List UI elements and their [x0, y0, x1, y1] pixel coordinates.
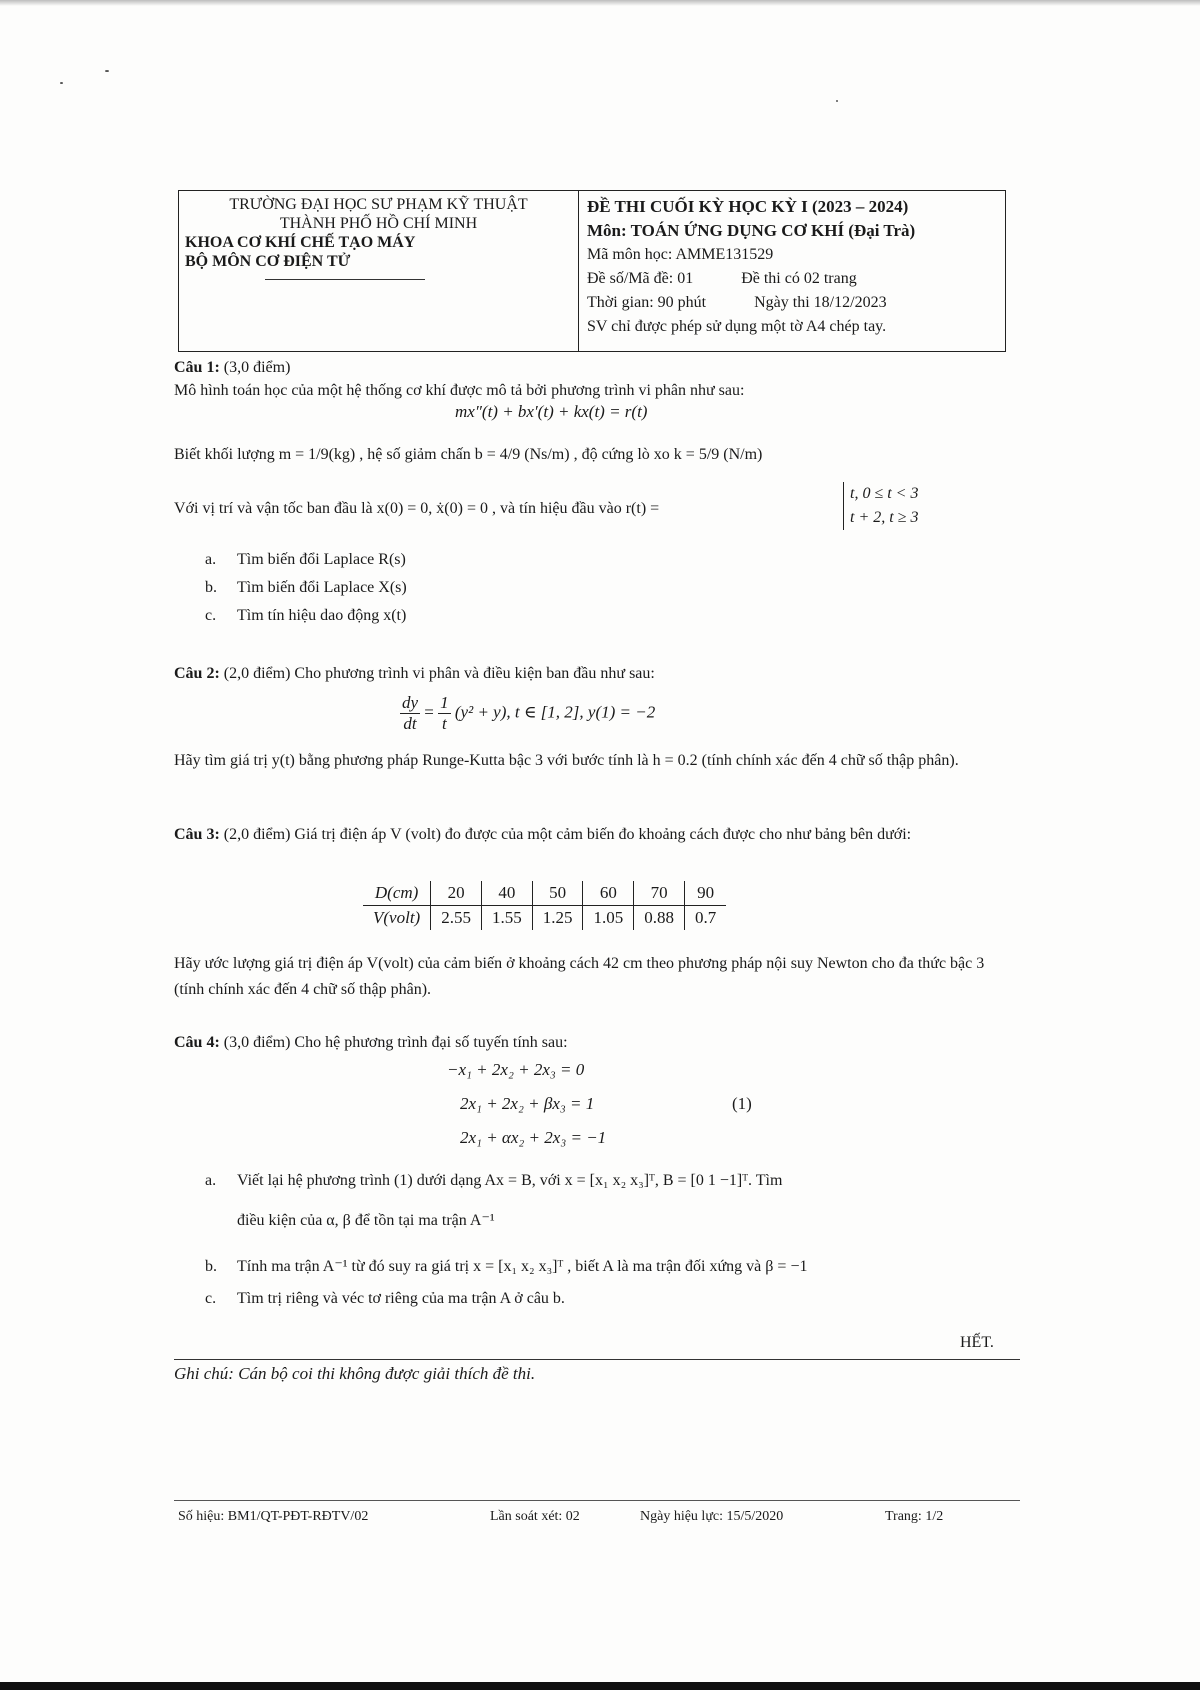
piece-case-1: t, 0 ≤ t < 3	[850, 485, 919, 502]
q2-label: Câu 2:	[174, 665, 220, 682]
frac-denominator: dt	[403, 714, 417, 733]
derivative-fraction	[400, 693, 420, 734]
exam-info-block	[579, 191, 1005, 351]
revision: Lần soát xét: 02	[490, 1509, 580, 1524]
q4-equation-2: 2x₁ + 2x₂ + βx₃ = 1	[460, 1094, 595, 1113]
q4-equation-1: −x₁ + 2x₂ + 2x₃ = 0	[447, 1060, 585, 1079]
exam-title: ĐỀ THI CUỐI KỲ HỌC KỲ I (2023 – 2024)	[587, 197, 909, 216]
q4-heading	[174, 1030, 1014, 1056]
table-cell: 1.55	[481, 906, 532, 931]
institution-block	[179, 191, 579, 351]
table-cell: 60	[583, 881, 634, 906]
q4-equation-3: 2x₁ + αx₂ + 2x₃ = −1	[460, 1128, 607, 1147]
scan-speck	[60, 82, 63, 84]
q4-item-b	[205, 1256, 807, 1276]
table-cell: 20	[431, 881, 482, 906]
q1-equation: mx″(t) + bx′(t) + kx(t) = r(t)	[455, 402, 648, 421]
table-cell: V(volt)	[363, 906, 431, 931]
q1-item-b	[205, 579, 407, 597]
table-row	[363, 881, 726, 906]
scan-speck	[105, 70, 109, 72]
exam-code: Đề số/Mã đề: 01	[587, 270, 694, 287]
school-name-line1: TRƯỜNG ĐẠI HỌC SƯ PHẠM KỸ THUẬT	[229, 196, 528, 213]
sensor-data-table	[363, 881, 726, 930]
frac-numerator: 1	[440, 693, 449, 712]
q2-intro: (2,0 điểm) Cho phương trình vi phân và điều kiện ban đầu như sau:	[219, 665, 655, 682]
end-mark: HẾT.	[960, 1334, 994, 1351]
item-label: c.	[205, 1290, 217, 1307]
table-cell: 1.05	[583, 906, 634, 931]
table-row	[363, 906, 726, 931]
item-text: Tính ma trận A⁻¹ từ đó suy ra giá trị x = [x₁ x₂ x₃]ᵀ , biết A là ma trận đối xứng và β = −1	[237, 1258, 808, 1275]
item-text: Viết lại hệ phương trình (1) dưới dạng Ax = B, với x = [x₁ x₂ x₃]ᵀ, B = [0 1 −1]ᵀ. Tìm	[237, 1172, 783, 1189]
q1-label: Câu 1:	[174, 359, 220, 376]
piece-case-2: t + 2, t ≥ 3	[850, 509, 919, 526]
q2-equation: $\frac{dy}{dt}$ = $\frac{1}{t}$ (y² + y), t ∈ [1, 2], y(1) = −2	[402, 693, 656, 733]
exam-date: Ngày thi 18/12/2023	[754, 294, 887, 311]
page-count: Đề thi có 02 trang	[741, 270, 857, 287]
q4-item-a-cont: điều kiện của α, β để tồn tại ma trận A⁻¹	[237, 1212, 495, 1229]
q3-text: Hãy ước lượng giá trị điện áp V(volt) của cảm biến ở khoảng cách 42 cm theo phương pháp nội suy Newton cho đa thức bậc 3 (tính chính xác đến 4 chữ số thập phân).	[174, 955, 985, 998]
inverse-t-fraction	[438, 693, 451, 734]
equation-rest: (y² + y), t ∈ [1, 2], y(1) = −2	[454, 702, 656, 722]
q3-label: Câu 3:	[174, 826, 220, 843]
q1-input-signal	[843, 482, 918, 530]
item-text: Tìm tín hiệu dao động x(t)	[237, 607, 407, 624]
proctor-note: Ghi chú: Cán bộ coi thi không được giải thích đề thi.	[174, 1364, 536, 1383]
frac-denominator: t	[442, 714, 447, 733]
frac-numerator: dy	[402, 693, 419, 712]
scan-speck	[836, 100, 838, 102]
q1-initial-conditions: Với vị trí và vận tốc ban đầu là x(0) = 0, ẋ(0) = 0 , và tín hiệu đầu vào r(t) =	[174, 500, 660, 517]
q4-item-c	[205, 1290, 565, 1308]
header-divider	[265, 279, 425, 280]
item-label: a.	[205, 551, 217, 568]
page-footer	[178, 1509, 1018, 1525]
exam-code-row	[587, 267, 997, 291]
table-cell: 90	[684, 881, 726, 906]
note-divider	[174, 1359, 1020, 1360]
time-row	[587, 291, 997, 315]
subject-name: Môn: TOÁN ỨNG DỤNG CƠ KHÍ (Đại Trà)	[587, 221, 916, 240]
item-text: Tìm biến đổi Laplace R(s)	[237, 551, 406, 568]
q2-heading	[174, 661, 1014, 687]
allowed-materials: SV chỉ được phép sử dụng một tờ A4 chép tay.	[587, 318, 887, 335]
effective-date: Ngày hiệu lực: 15/5/2020	[640, 1509, 784, 1524]
q1-intro: Mô hình toán học của một hệ thống cơ khí được mô tả bởi phương trình vi phân như sau:	[174, 382, 745, 399]
table-cell: 70	[634, 881, 685, 906]
item-label: b.	[205, 1258, 217, 1275]
q4-label: Câu 4:	[174, 1034, 220, 1051]
item-text: Tìm biến đổi Laplace X(s)	[237, 579, 407, 596]
department-name: BỘ MÔN CƠ ĐIỆN TỬ	[185, 253, 351, 270]
q4-intro: (3,0 điểm) Cho hệ phương trình đại số tuyến tính sau:	[219, 1034, 568, 1051]
table-cell: 50	[532, 881, 583, 906]
scan-bottom-edge	[0, 1682, 1200, 1690]
q4-equation-number: (1)	[732, 1094, 752, 1113]
q1-points: (3,0 điểm)	[219, 359, 291, 376]
footer-divider	[174, 1500, 1020, 1501]
table-cell: 1.25	[532, 906, 583, 931]
table-cell: 2.55	[431, 906, 482, 931]
table-cell: 40	[481, 881, 532, 906]
q4-item-a	[205, 1172, 782, 1190]
piecewise-function	[843, 482, 918, 530]
form-code: Số hiệu: BM1/QT-PĐT-RĐTV/02	[178, 1509, 369, 1524]
course-code: Mã môn học: AMME131529	[587, 246, 774, 263]
item-label: c.	[205, 607, 217, 624]
school-name-line2: THÀNH PHỐ HỒ CHÍ MINH	[279, 215, 478, 232]
table-cell: D(cm)	[363, 881, 431, 906]
exam-duration: Thời gian: 90 phút	[587, 294, 707, 311]
scan-top-shadow	[0, 0, 1200, 6]
table-cell: 0.88	[634, 906, 685, 931]
q2-text: Hãy tìm giá trị y(t) bằng phương pháp Runge-Kutta bậc 3 với bước tính là h = 0.2 (tính chính xác đến 4 chữ số thập phân).	[174, 752, 959, 769]
q3-heading	[174, 822, 1014, 848]
table-cell: 0.7	[684, 906, 726, 931]
q1-item-c	[205, 607, 406, 625]
q1-item-a	[205, 551, 406, 569]
page-number: Trang: 1/2	[885, 1509, 944, 1524]
faculty-name: KHOA CƠ KHÍ CHẾ TẠO MÁY	[185, 234, 416, 251]
item-label: b.	[205, 579, 217, 596]
item-text: Tìm trị riêng và véc tơ riêng của ma trận A ở câu b.	[237, 1290, 565, 1307]
q3-intro: (2,0 điểm) Giá trị điện áp V (volt) đo được của một cảm biến đo khoảng cách được cho như bảng bên dưới:	[219, 826, 912, 843]
q1-params: Biết khối lượng m = 1/9(kg) , hệ số giảm chấn b = 4/9 (Ns/m) , độ cứng lò xo k = 5/9 (N/m)	[174, 446, 763, 463]
exam-header	[178, 190, 1006, 352]
item-label: a.	[205, 1172, 217, 1189]
